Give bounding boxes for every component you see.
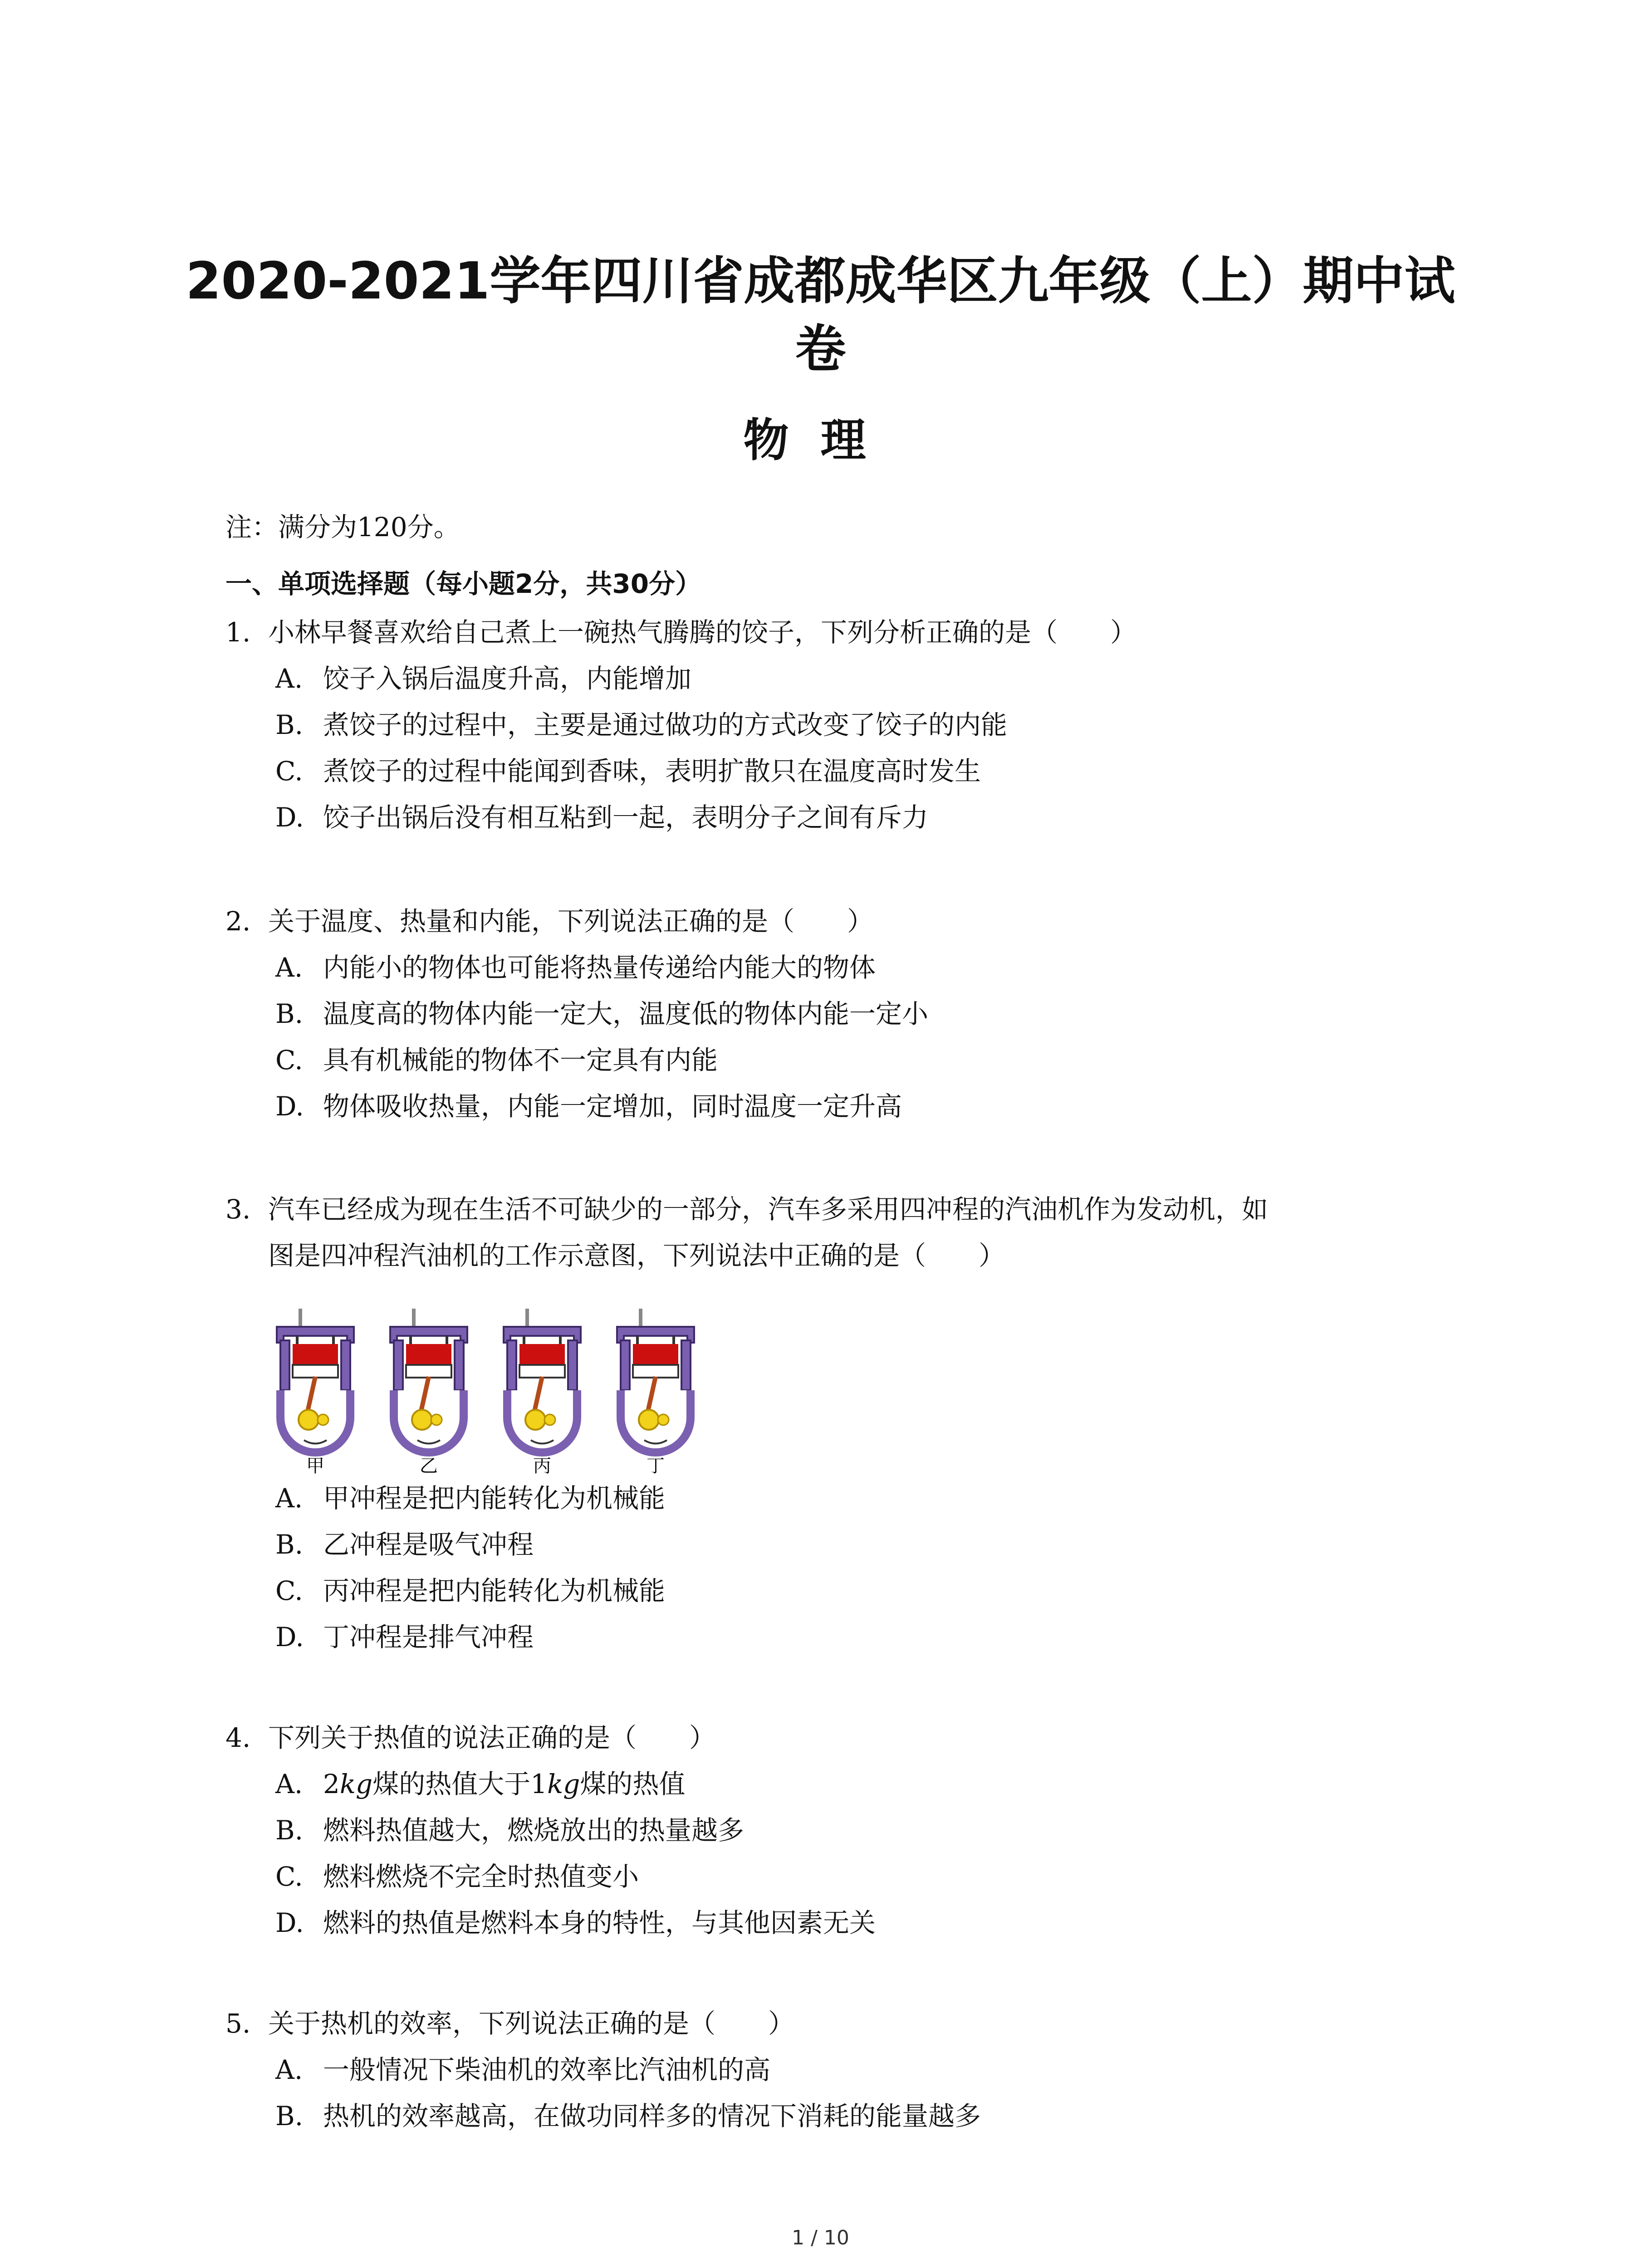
score-note: 注：满分为120分。 <box>225 512 460 543</box>
page-number: 1 / 10 <box>792 2226 849 2249</box>
four-stroke-engine-diagram <box>272 1309 708 1476</box>
option-b: B. 温度高的物体内能一定大，温度低的物体内能一定小 <box>275 998 929 1029</box>
figure-label-yi: 乙 <box>420 1456 438 1476</box>
question-3-options <box>225 1475 1441 1660</box>
question-stem: 下列关于热值的说法正确的是（ ） <box>268 1722 716 1753</box>
option-d: D. 物体吸收热量，内能一定增加，同时温度一定升高 <box>275 1091 902 1122</box>
option-a: A. 2kg煤的热值大于1kg煤的热值 <box>275 1769 686 1799</box>
question-stem: 汽车已经成为现在生活不可缺少的一部分，汽车多采用四冲程的汽油机作为发动机，如 <box>268 1194 1269 1225</box>
engine-jia <box>277 1309 354 1452</box>
question-number: 2. <box>225 906 251 937</box>
option-c: C. 燃料燃烧不完全时热值变小 <box>275 1861 639 1892</box>
question-3 <box>225 1186 1441 1279</box>
option-b: B. 燃料热值越大，燃烧放出的热量越多 <box>275 1815 745 1846</box>
option-b: B. 热机的效率越高，在做功同样多的情况下消耗的能量越多 <box>275 2101 981 2131</box>
question-4 <box>225 1715 1441 1946</box>
question-2 <box>225 898 1441 1129</box>
section-heading: 一、单项选择题（每小题2分，共30分） <box>225 568 702 599</box>
question-stem: 关于温度、热量和内能，下列说法正确的是（ ） <box>268 906 874 937</box>
question-number: 3. <box>225 1194 251 1225</box>
figure-label-ding: 丁 <box>647 1456 665 1476</box>
question-number: 4. <box>225 1722 251 1753</box>
option-a: A. 饺子入锅后温度升高，内能增加 <box>275 663 692 694</box>
title-line-1: 2020-2021学年四川省成都成华区九年级（上）期中试 <box>186 252 1455 311</box>
option-c: C. 具有机械能的物体不一定具有内能 <box>275 1045 718 1075</box>
option-a: A. 甲冲程是把内能转化为机械能 <box>275 1483 666 1514</box>
option-a: A. 一般情况下柴油机的效率比汽油机的高 <box>275 2054 771 2085</box>
engine-yi <box>390 1309 467 1452</box>
option-a: A. 内能小的物体也可能将热量传递给内能大的物体 <box>275 952 876 983</box>
option-b: B. 煮饺子的过程中，主要是通过做功的方式改变了饺子的内能 <box>275 709 1008 740</box>
question-1 <box>225 609 1441 841</box>
engine-ding <box>617 1309 694 1452</box>
option-d: D. 燃料的热值是燃料本身的特性，与其他因素无关 <box>275 1907 876 1938</box>
subject-heading: 物理 <box>743 414 898 467</box>
question-number: 5. <box>225 2008 251 2039</box>
question-stem: 关于热机的效率，下列说法正确的是（ ） <box>268 2008 795 2039</box>
option-c: C. 煮饺子的过程中能闻到香味，表明扩散只在温度高时发生 <box>275 756 981 787</box>
option-d: D. 丁冲程是排气冲程 <box>275 1622 534 1652</box>
question-number: 1. <box>225 617 251 648</box>
option-c: C. 丙冲程是把内能转化为机械能 <box>275 1575 666 1606</box>
question-stem-continued: 图是四冲程汽油机的工作示意图，下列说法中正确的是（ ） <box>268 1240 1005 1271</box>
option-d: D. 饺子出锅后没有相互粘到一起，表明分子之间有斥力 <box>275 802 929 833</box>
engine-bing <box>504 1309 581 1452</box>
option-b: B. 乙冲程是吸气冲程 <box>275 1529 534 1560</box>
figure-label-bing: 丙 <box>533 1456 551 1476</box>
figure-label-jia: 甲 <box>306 1456 324 1476</box>
question-stem: 小林早餐喜欢给自己煮上一碗热气腾腾的饺子，下列分析正确的是（ ） <box>268 617 1137 648</box>
document-title <box>0 247 1641 383</box>
question-5 <box>225 2000 1441 2139</box>
title-line-2: 卷 <box>795 320 846 379</box>
